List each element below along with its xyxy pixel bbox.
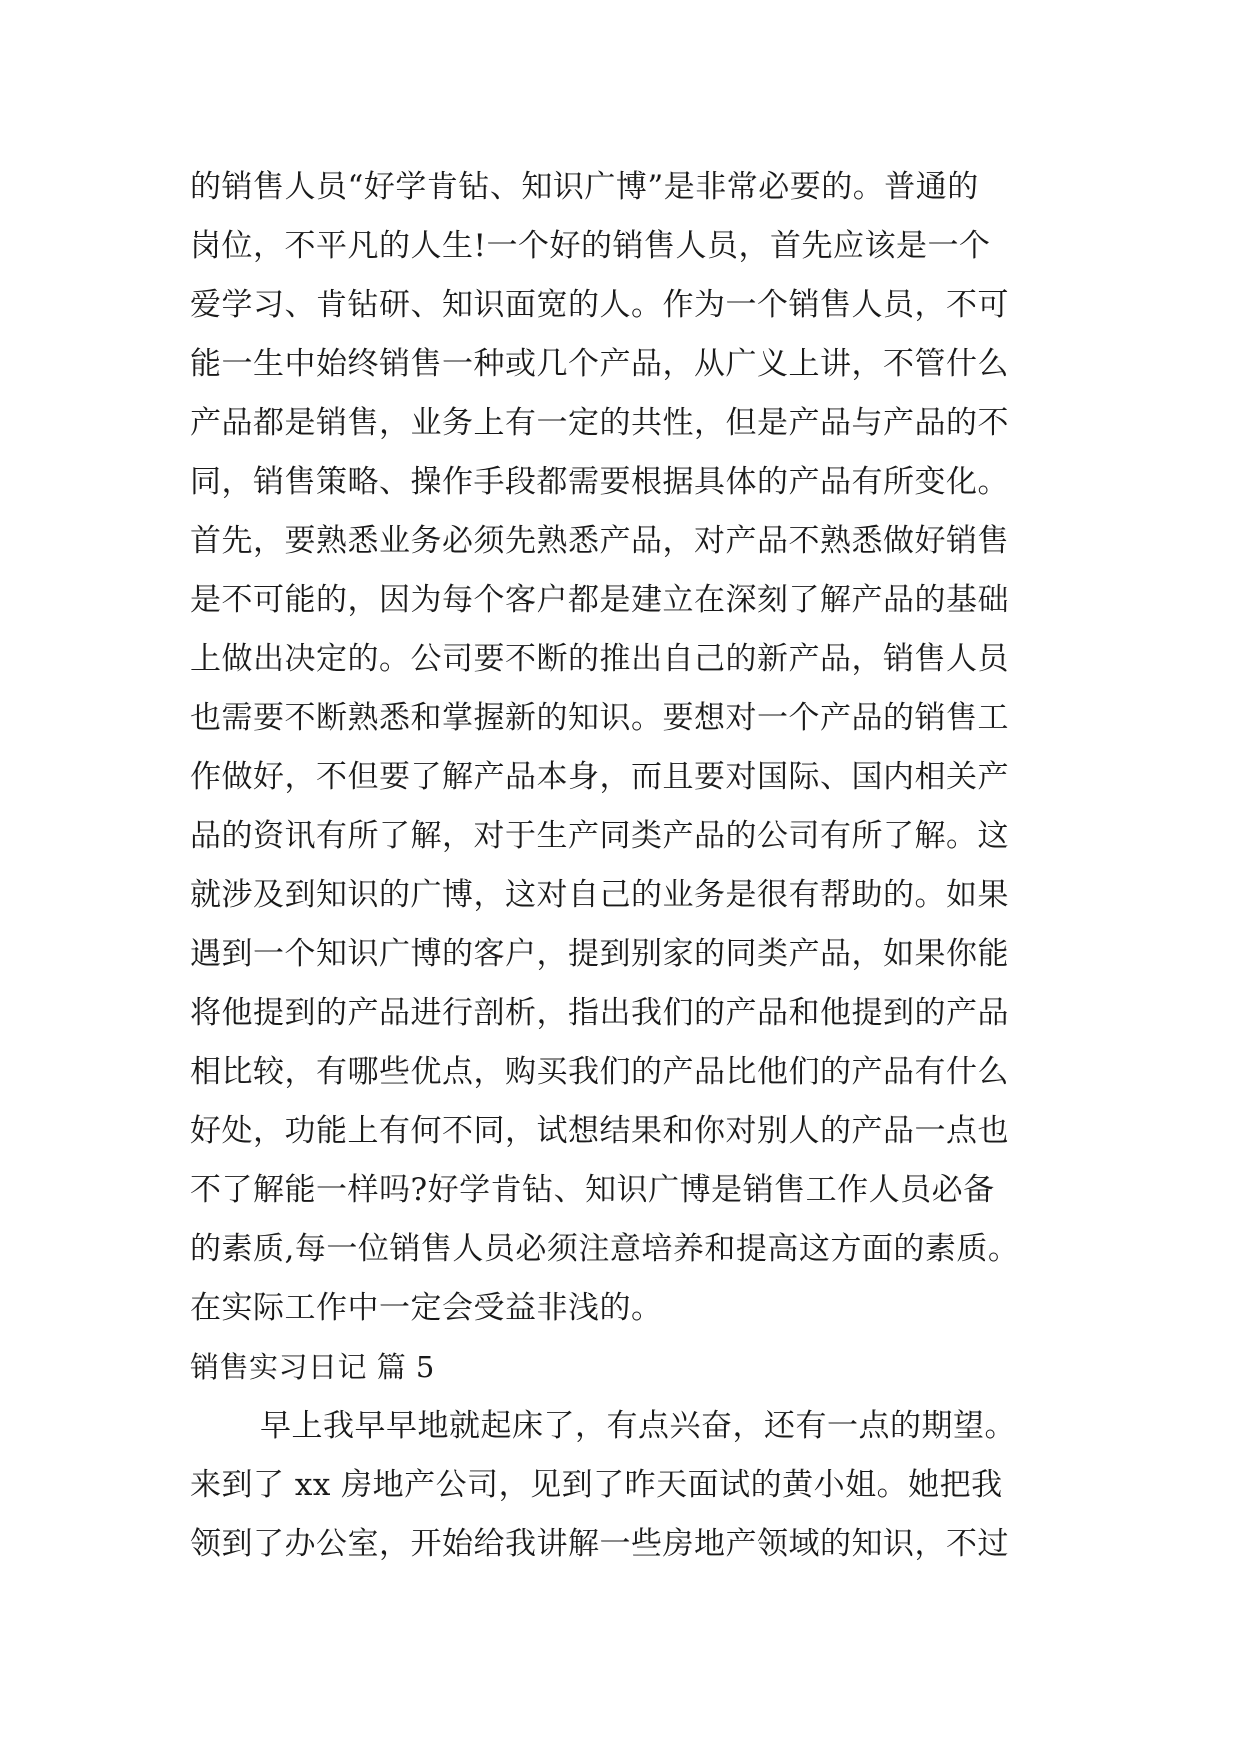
paragraph-line: 不了解能一样吗?好学肯钻、知识广博是销售工作人员必备 [190,1172,995,1208]
paragraph-line: 将他提到的产品进行剖析，指出我们的产品和他提到的产品 [190,995,1009,1031]
paragraph-line: 在实际工作中一定会受益非浅的。 [190,1290,663,1326]
paragraph-line: 上做出决定的。公司要不断的推出自己的新产品，销售人员 [190,641,1009,677]
paragraph-line: 遇到一个知识广博的客户，提到别家的同类产品，如果你能 [190,936,1009,972]
paragraph-line: 能一生中始终销售一种或几个产品，从广义上讲，不管什么 [190,346,1009,382]
paragraph-line: 也需要不断熟悉和掌握新的知识。要想对一个产品的销售工 [190,700,1009,736]
paragraph-line: 品的资讯有所了解，对于生产同类产品的公司有所了解。这 [190,818,1009,854]
paragraph-line: 领到了办公室，开始给我讲解一些房地产领域的知识，不过 [190,1526,1009,1562]
paragraph-line: 的素质,每一位销售人员必须注意培养和提高这方面的素质。 [190,1231,1020,1267]
paragraph-line: 作做好，不但要了解产品本身，而且要对国际、国内相关产 [190,759,1009,795]
paragraph-line: 好处，功能上有何不同，试想结果和你对别人的产品一点也 [190,1113,1009,1149]
document-body [190,158,1070,1574]
paragraph-line: 早上我早早地就起床了，有点兴奋，还有一点的期望。 [260,1408,1016,1444]
paragraph-line: 岗位，不平凡的人生!一个好的销售人员，首先应该是一个 [190,228,991,264]
paragraph-line: 来到了 xx 房地产公司，见到了昨天面试的黄小姐。她把我 [190,1467,1003,1503]
paragraph-line: 的销售人员“好学肯钻、知识广博”是非常必要的。普通的 [190,169,979,205]
paragraph-line: 是不可能的，因为每个客户都是建立在深刻了解产品的基础 [190,582,1009,618]
paragraph-line: 首先，要熟悉业务必须先熟悉产品，对产品不熟悉做好销售 [190,523,1009,559]
paragraph-line: 相比较，有哪些优点，购买我们的产品比他们的产品有什么 [190,1054,1009,1090]
paragraph-line: 爱学习、肯钻研、知识面宽的人。作为一个销售人员，不可 [190,287,1009,323]
paragraph-line: 产品都是销售，业务上有一定的共性，但是产品与产品的不 [190,405,1009,441]
paragraph-line: 同，销售策略、操作手段都需要根据具体的产品有所变化。 [190,464,1009,500]
section-heading: 销售实习日记 篇 5 [190,1350,435,1384]
paragraph-line: 就涉及到知识的广博，这对自己的业务是很有帮助的。如果 [190,877,1009,913]
